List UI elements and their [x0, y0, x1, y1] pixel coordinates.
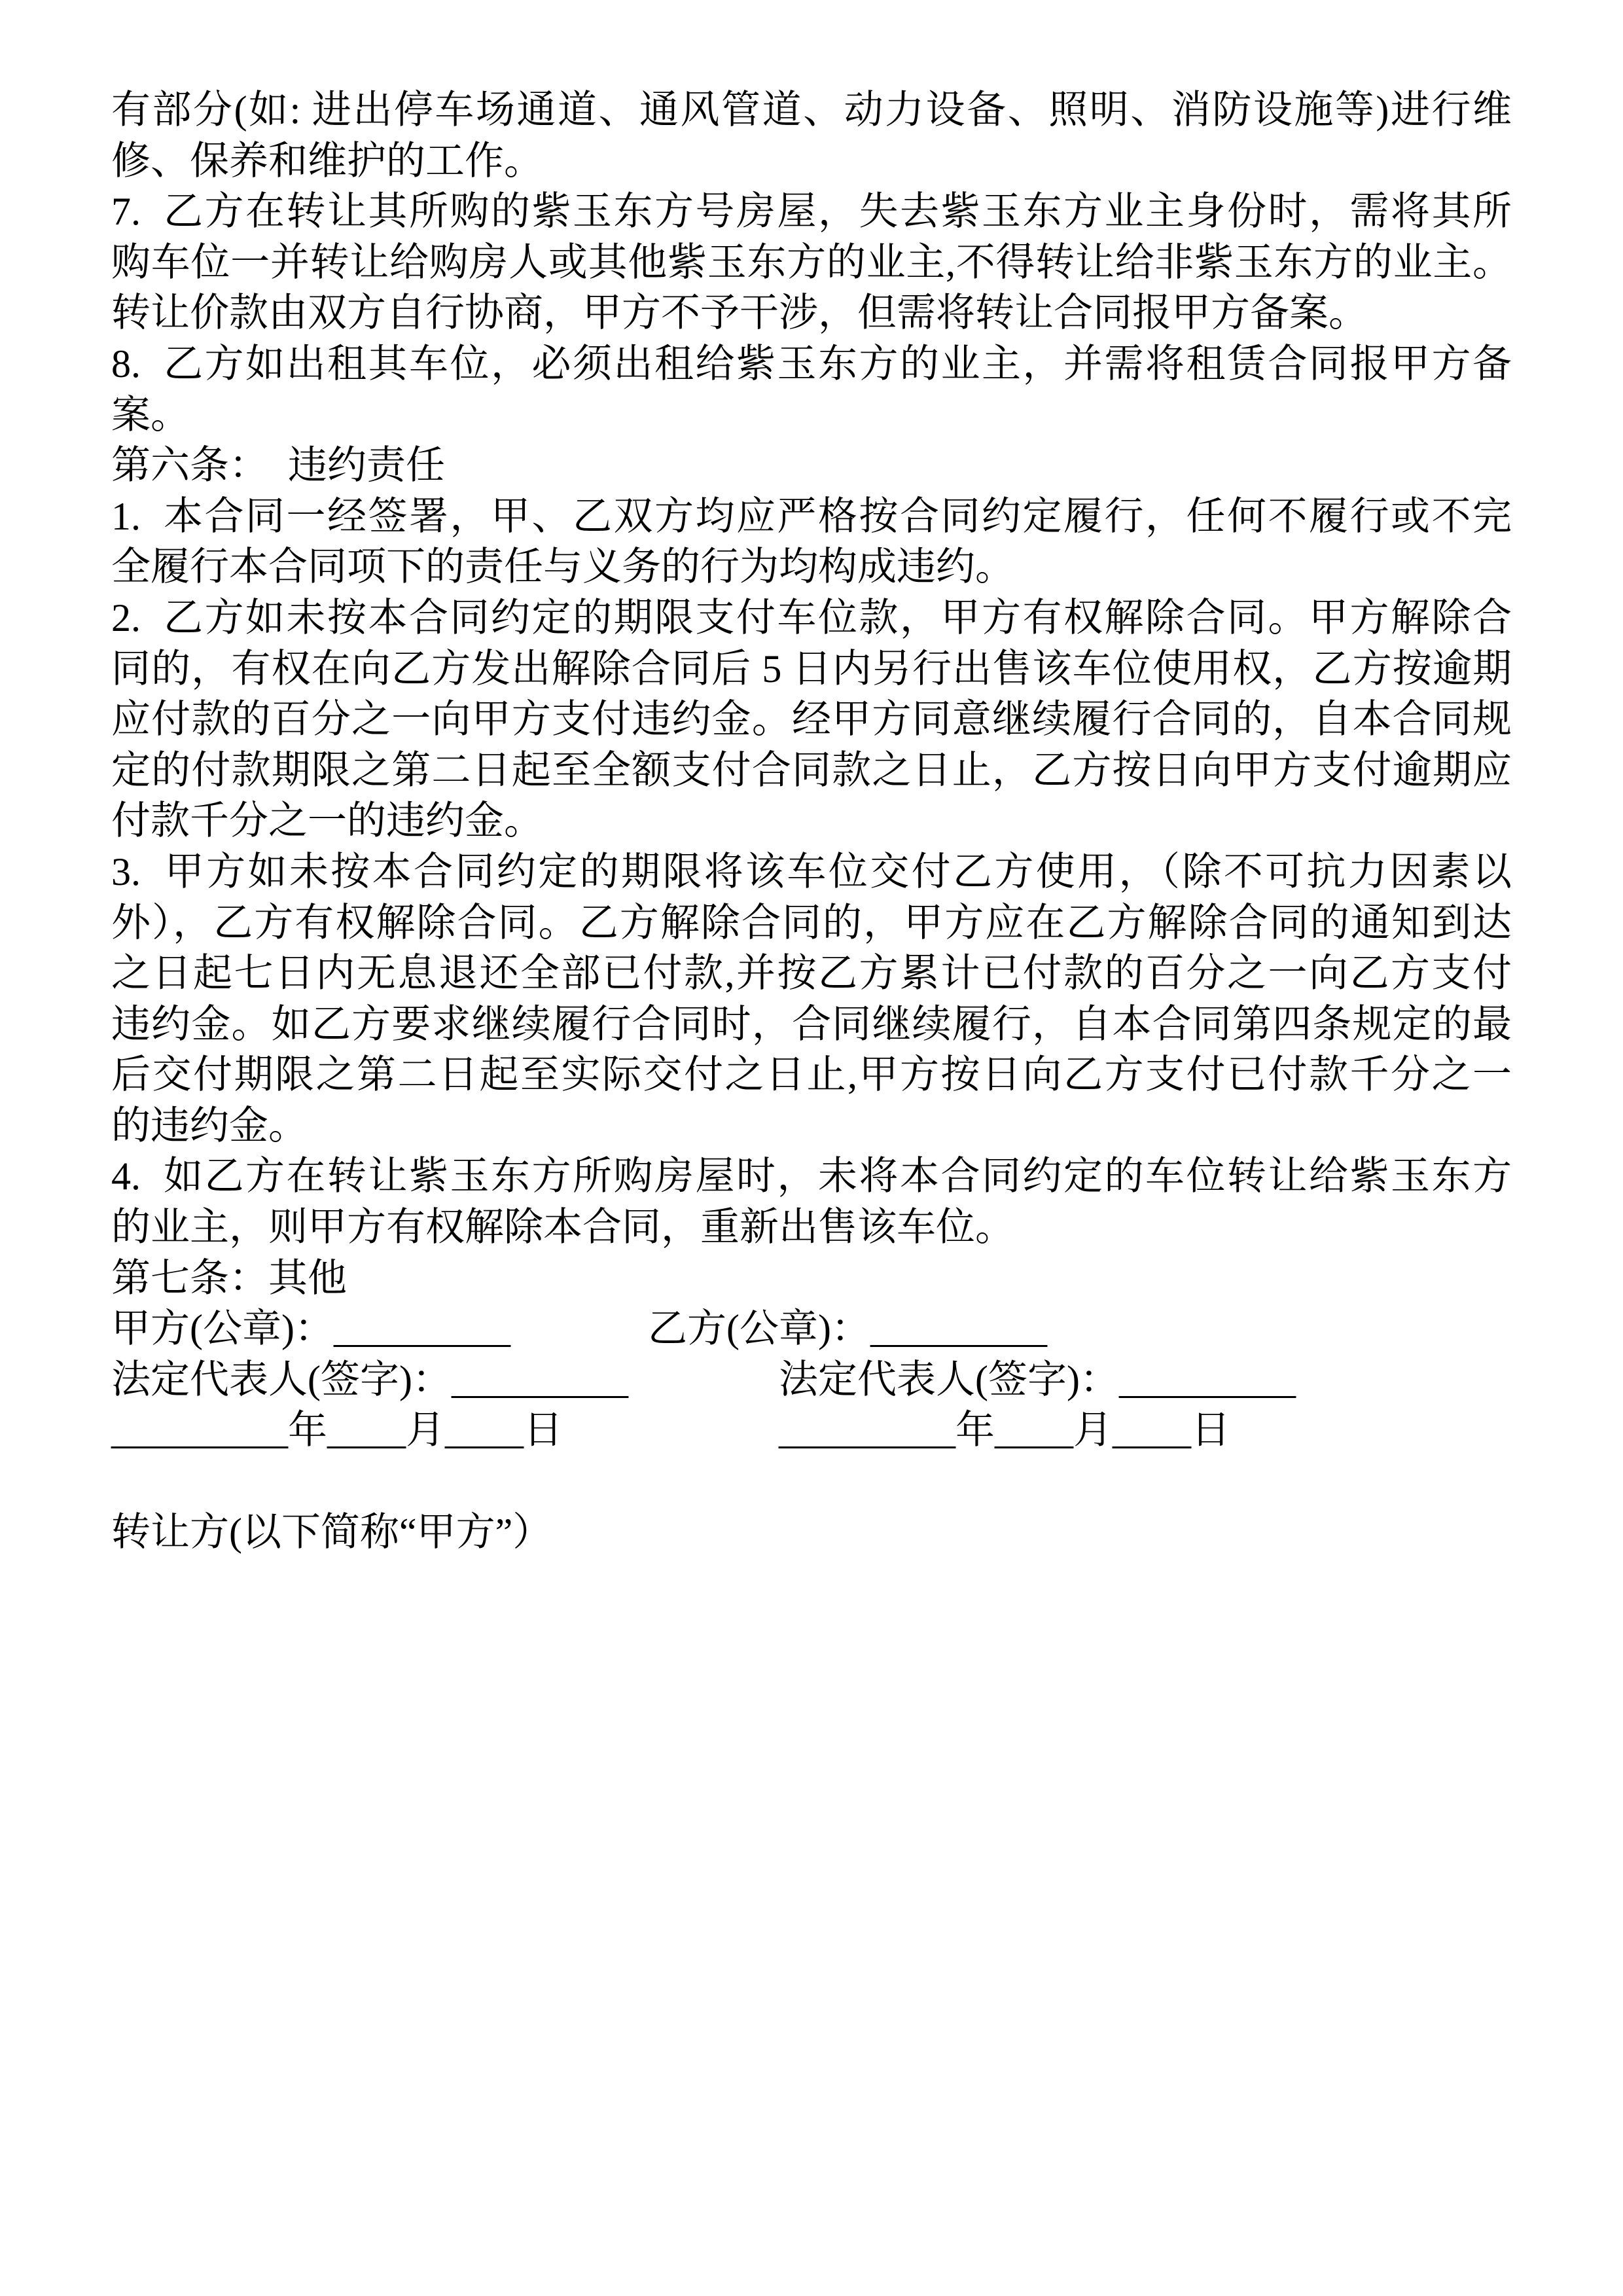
- body-text-line: 全履行本合同项下的责任与义务的行为均构成违约。: [111, 545, 1014, 589]
- signature-representative-row: [111, 1355, 1512, 1406]
- blank-line-spacer: [111, 1456, 1512, 1507]
- body-text-line: 案。: [111, 393, 190, 437]
- body-text-line: 应付款的百分之一向甲方支付违约金。经甲方同意继续履行合同的，自本合同规: [111, 698, 1512, 742]
- body-text-line: 同的，有权在向乙方发出解除合同后 5 日内另行出售该车位使用权，乙方按逾期: [111, 647, 1512, 691]
- body-text-line: 违约金。如乙方要求继续履行合同时，合同继续履行，自本合同第四条规定的最: [111, 1002, 1512, 1046]
- body-text-line: 的业主，则甲方有权解除本合同，重新出售该车位。: [111, 1206, 1014, 1249]
- party-b-date-blank: _________年____月____日: [779, 1408, 1230, 1452]
- signature-seal-row: [111, 1304, 1512, 1355]
- document-content: [111, 85, 1512, 1558]
- body-text-line: 3. 甲方如未按本合同约定的期限将该车位交付乙方使用，（除不可抗力因素以: [111, 850, 1512, 893]
- body-text-line: 后交付期限之第二日起至实际交付之日止,甲方按日向乙方支付已付款千分之一: [111, 1053, 1512, 1097]
- body-text-line: 外），乙方有权解除合同。乙方解除合同的，甲方应在乙方解除合同的通知到达: [111, 901, 1512, 944]
- party-a-representative-blank: 法定代表人(签字)：_________: [111, 1357, 628, 1401]
- body-text-line: 7. 乙方在转让其所购的紫玉东方号房屋，失去紫玉东方业主身份时，需将其所: [111, 190, 1512, 234]
- body-text-line: 的违约金。: [111, 1103, 308, 1147]
- body-text-line: 转让价款由双方自行协商，甲方不予干涉，但需将转让合同报甲方备案。: [111, 291, 1368, 335]
- body-text-line: 8. 乙方如出租其车位，必须出租给紫玉东方的业主，并需将租赁合同报甲方备: [111, 342, 1512, 386]
- party-b-representative-blank: 法定代表人(签字)：_________: [779, 1357, 1296, 1401]
- body-text-line: 4. 如乙方在转让紫玉东方所购房屋时，未将本合同约定的车位转让给紫玉东方: [111, 1155, 1512, 1198]
- body-text-line: 付款千分之一的违约金。: [111, 799, 543, 843]
- body-text-line: 2. 乙方如未按本合同约定的期限支付车位款，甲方有权解除合同。甲方解除合: [111, 596, 1512, 639]
- party-a-date-blank: _________年____月____日: [111, 1408, 563, 1452]
- body-text-line: 修、保养和维护的工作。: [111, 139, 543, 183]
- body-text-line: 购车位一并转让给购房人或其他紫玉东方的业主,不得转让给非紫玉东方的业主。: [111, 240, 1512, 284]
- body-text-line: 定的付款期限之第二日起至全额支付合同款之日止，乙方按日向甲方支付逾期应: [111, 748, 1512, 792]
- party-a-seal-blank: 甲方(公章)：_________: [111, 1307, 510, 1351]
- body-text-line: 有部分(如: 进出停车场通道、通风管道、动力设备、照明、消防设施等)进行维: [111, 88, 1512, 132]
- party-b-seal-blank: 乙方(公章)：_________: [648, 1307, 1047, 1351]
- closing-transferor-line: 转让方(以下简称“甲方”）: [111, 1510, 552, 1554]
- body-text-line: 1. 本合同一经签署，甲、乙双方均应严格按合同约定履行，任何不履行或不完: [111, 494, 1512, 538]
- signature-date-row: [111, 1405, 1512, 1456]
- section-heading: 第七条：其他: [111, 1256, 347, 1300]
- section-heading: 第六条： 违约责任: [111, 444, 445, 488]
- body-text-line: 之日起七日内无息退还全部已付款,并按乙方累计已付款的百分之一向乙方支付: [111, 952, 1512, 996]
